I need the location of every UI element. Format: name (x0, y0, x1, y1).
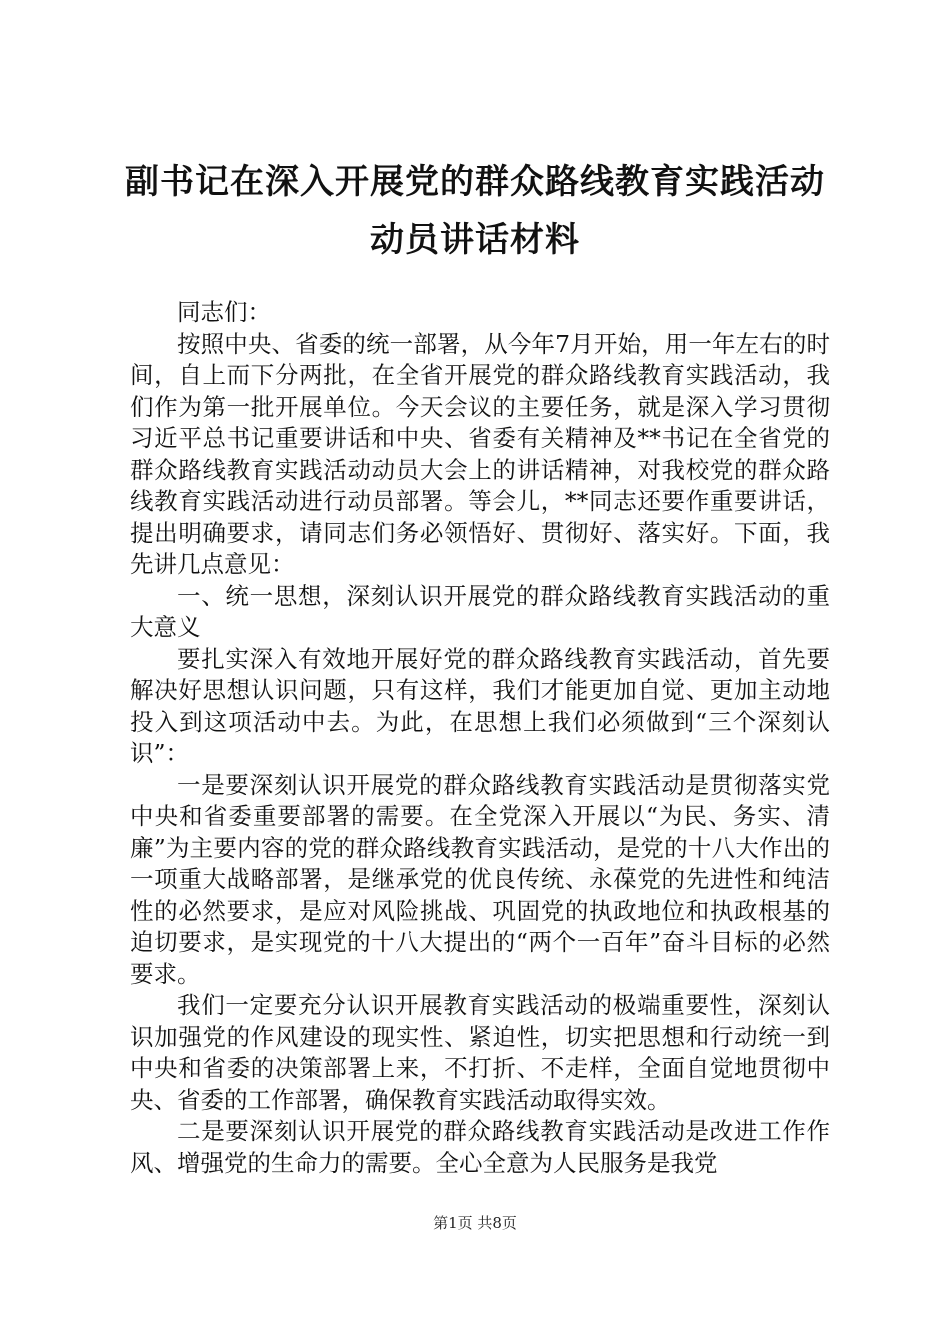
section-heading: 一、统一思想，深刻认识开展党的群众路线教育实践活动的重大意义 (130, 581, 830, 641)
document-title-line-2: 动员讲话材料 (370, 220, 580, 260)
body-paragraph: 一是要深刻认识开展党的群众路线教育实践活动是贯彻落实党中央和省委重要部署的需要。在全党深入开展以“为民、务实、清廉”为主要内容的党的群众路线教育实践活动，是党的十八大作出的一项重大战略部署，是继承党的优良传统、永葆党的先进性和纯洁性的必然要求，是应对风险挑战、巩固党的执政地位和执政根基的迫切要求，是实现党的十八大提出的“两个一百年”奋斗目标的必然要求。 (130, 770, 830, 988)
body-paragraph: 我们一定要充分认识开展教育实践活动的极端重要性，深刻认识加强党的作风建设的现实性、紧迫性，切实把思想和行动统一到中央和省委的决策部署上来，不打折、不走样，全面自觉地贯彻中央、省委的工作部署，确保教育实践活动取得实效。 (130, 991, 830, 1114)
page-number-footer: 第1页 共8页 (433, 1214, 517, 1232)
body-paragraph: 二是要深刻认识开展党的群众路线教育实践活动是改进工作作风、增强党的生命力的需要。全心全意为人民服务是我党 (130, 1117, 830, 1177)
body-paragraph: 按照中央、省委的统一部署，从今年7月开始，用一年左右的时间，自上而下分两批，在全省开展党的群众路线教育实践活动，我们作为第一批开展单位。今天会议的主要任务，就是深入学习贯彻习近平总书记重要讲话和中央、省委有关精神及**书记在全省党的群众路线教育实践活动动员大会上的讲话精神，对我校党的群众路线教育实践活动进行动员部署。等会儿，**同志还要作重要讲话，提出明确要求，请同志们务必领悟好、贯彻好、落实好。下面，我先讲几点意见： (130, 329, 830, 578)
body-paragraph: 要扎实深入有效地开展好党的群众路线教育实践活动，首先要解决好思想认识问题，只有这样，我们才能更加自觉、更加主动地投入到这项活动中去。为此，在思想上我们必须做到“三个深刻认识”： (130, 644, 830, 767)
salutation: 同志们： (177, 298, 271, 326)
document-body (130, 297, 830, 1179)
document-title-line-1: 副书记在深入开展党的群众路线教育实践活动 (125, 162, 825, 202)
